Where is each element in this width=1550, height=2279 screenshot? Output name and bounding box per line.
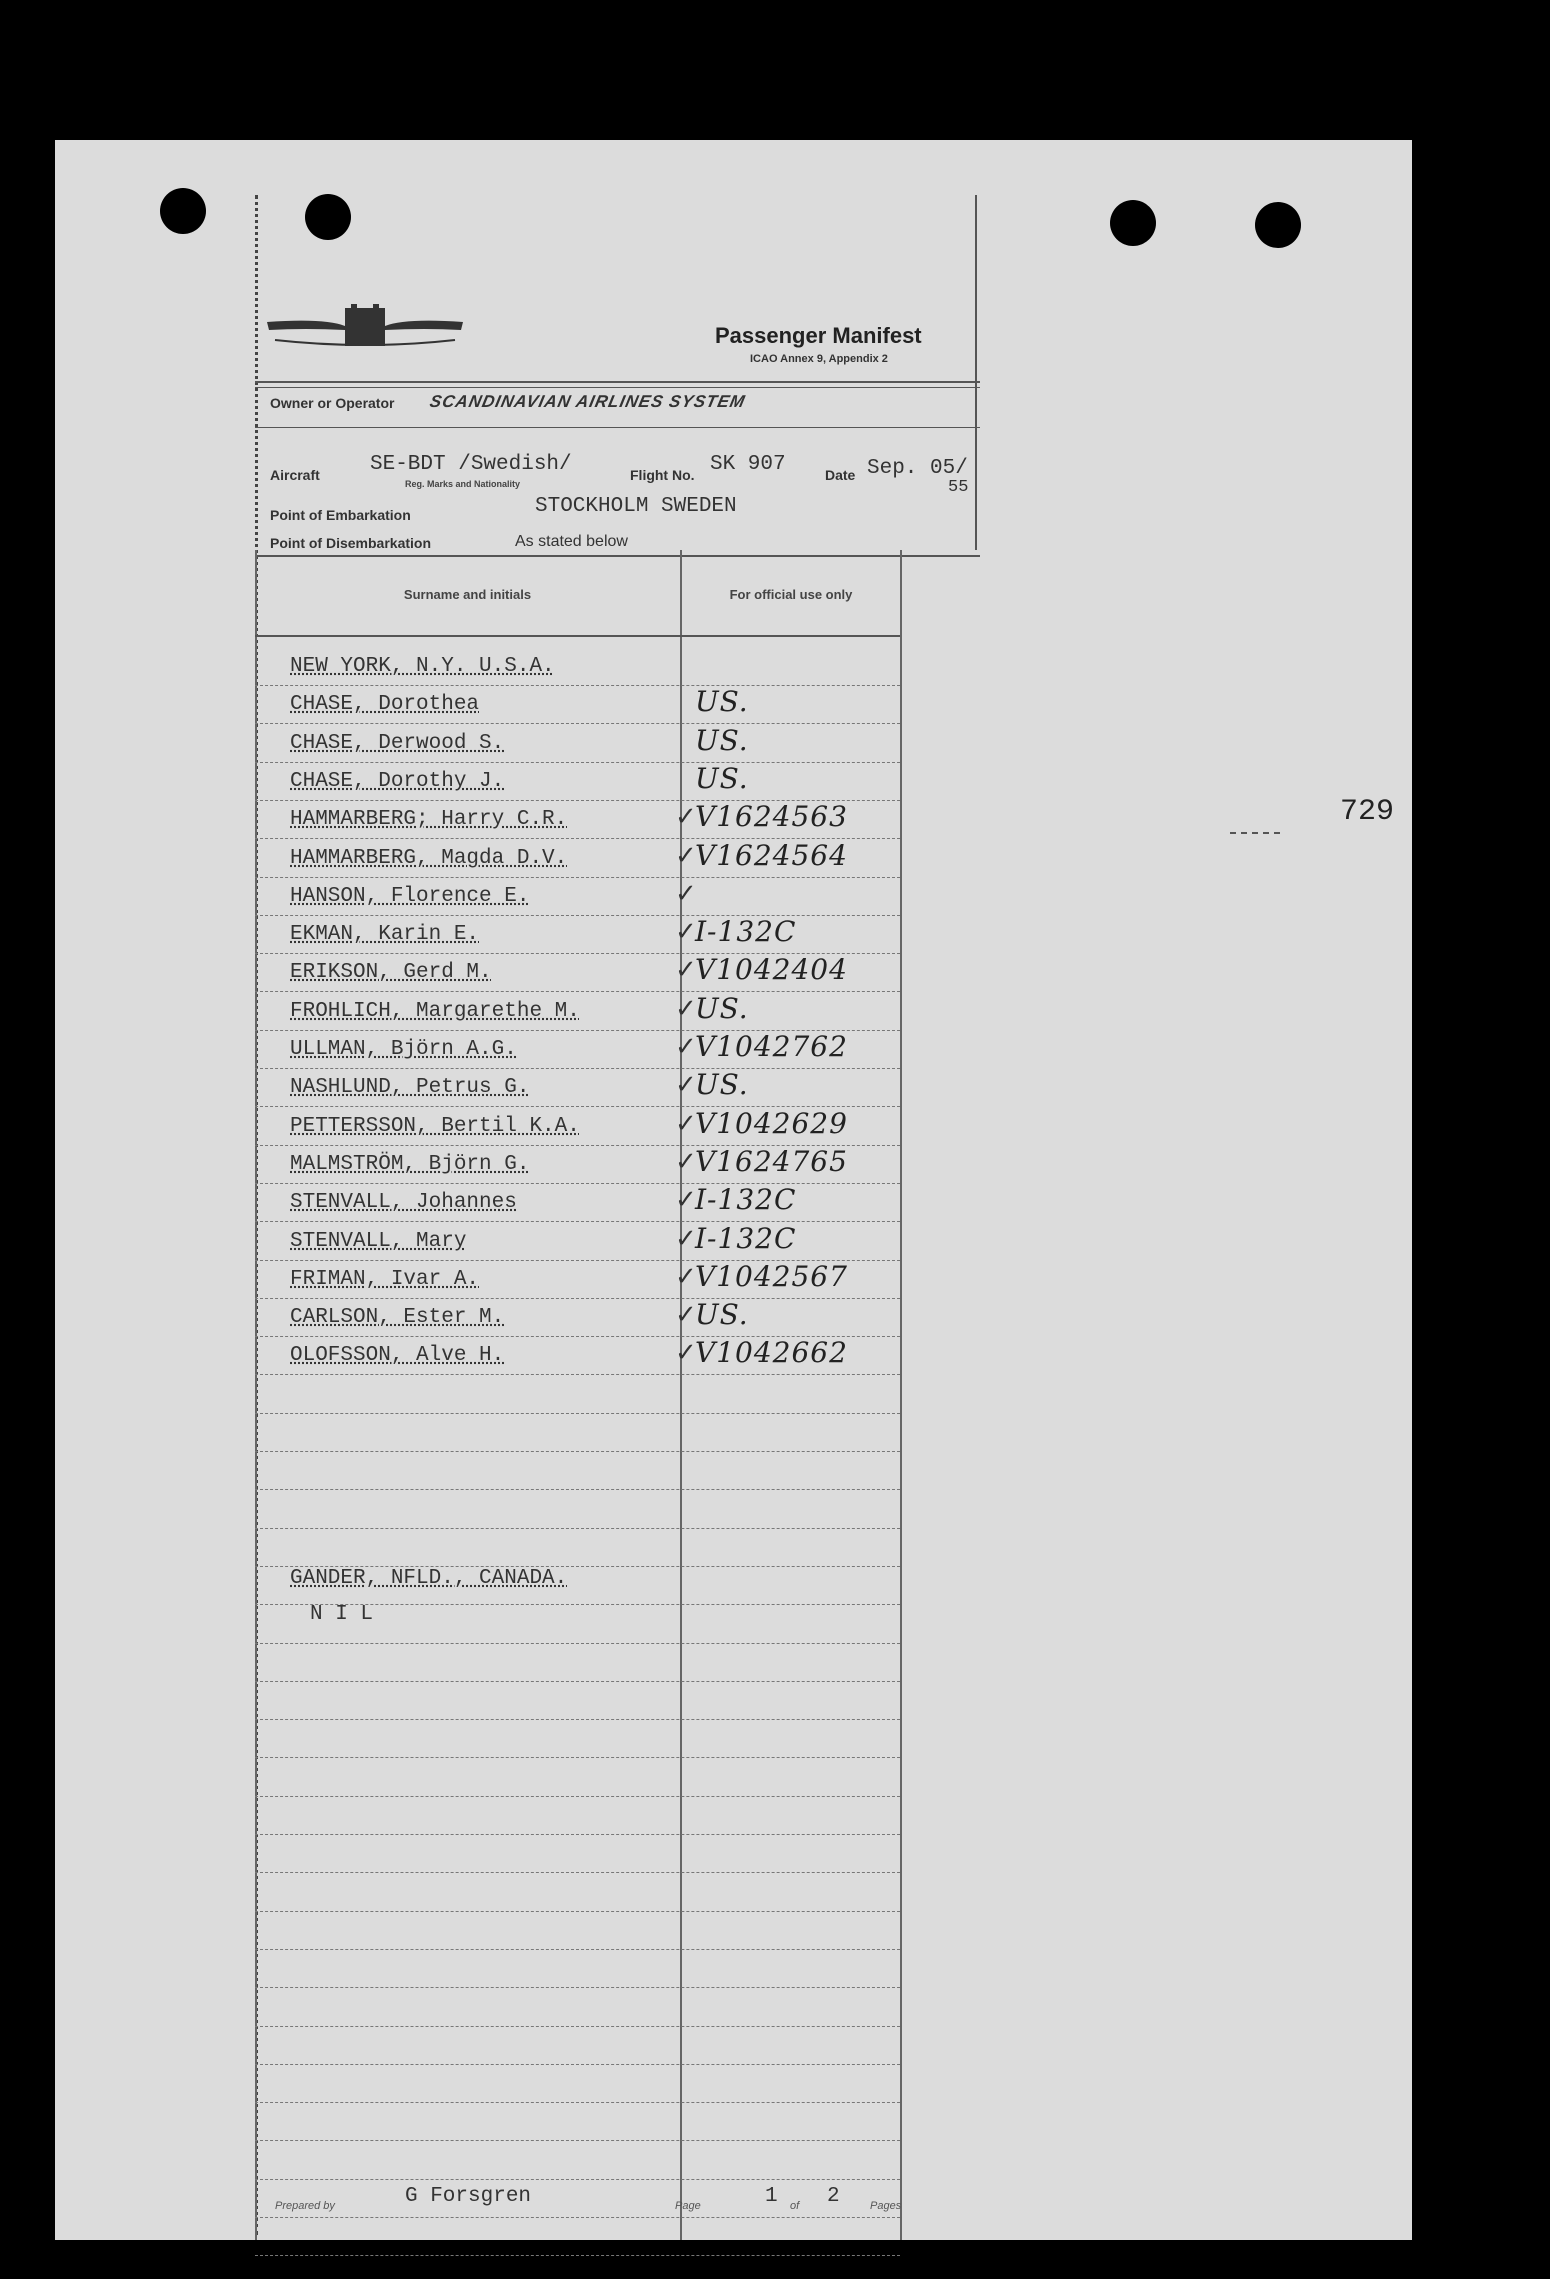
ruled-line [255,877,900,878]
owner-label: Owner or Operator [270,395,395,411]
ruled-line [255,1068,900,1069]
dash-mark [1230,832,1280,834]
aircraft-sub-label: Reg. Marks and Nationality [405,479,521,489]
check-mark-icon: ✓ [675,1032,697,1062]
passenger-name: NEW YORK, N.Y. U.S.A. [290,655,555,678]
passenger-name: FRIMAN, Ivar A. [290,1268,480,1291]
ruled-line [255,1757,900,1758]
passenger-name: ERIKSON, Gerd M. [290,961,492,984]
page-total: 2 [827,2185,840,2208]
official-annotation: V1042662 [695,1336,848,1369]
ruled-line [255,1834,900,1835]
column-header-official: For official use only [729,587,853,602]
passenger-name: EKMAN, Karin E. [290,923,480,946]
ruled-line [255,1298,900,1299]
check-mark-icon: ✓ [675,879,697,909]
check-mark-icon: ✓ [675,994,697,1024]
passenger-name: CARLSON, Ester M. [290,1306,505,1329]
ruled-line [255,2140,900,2141]
ruled-line [255,1451,900,1452]
check-mark-icon: ✓ [675,955,697,985]
passenger-name: NASHLUND, Petrus G. [290,1076,530,1099]
disembark-label: Point of Disembarkation [270,535,432,551]
ruled-line [255,2217,900,2218]
check-mark-icon: ✓ [675,1262,697,1292]
official-annotation: V1042404 [695,953,848,986]
date-label: Date [825,467,856,483]
check-mark-icon: ✓ [675,1300,697,1330]
form-subtitle: ICAO Annex 9, Appendix 2 [750,353,888,365]
check-mark-icon: ✓ [675,1147,697,1177]
official-annotation: US. [695,724,749,757]
official-annotation: I-132C [695,1183,797,1216]
passenger-name: STENVALL, Mary [290,1230,467,1253]
passenger-name: CHASE, Derwood S. [290,732,505,755]
date-year: 55 [948,478,969,497]
ruled-line [255,1183,900,1184]
flight-value: SK 907 [710,453,786,476]
ruled-line [255,1911,900,1912]
check-mark-icon: ✓ [675,1109,697,1139]
official-annotation: US. [695,1298,749,1331]
ruled-line [255,1374,900,1375]
passenger-name: ULLMAN, Björn A.G. [290,1038,517,1061]
airline-logo-icon [265,300,465,360]
aircraft-label: Aircraft [270,467,320,483]
check-mark-icon: ✓ [675,1338,697,1368]
passenger-name: HANSON, Florence E. [290,885,530,908]
passenger-name: HAMMARBERG, Magda D.V. [290,847,568,870]
official-annotation: I-132C [695,915,797,948]
ruled-line [255,2064,900,2065]
official-annotation: V1624564 [695,839,848,872]
punch-hole [160,188,206,234]
ruled-line [255,723,900,724]
gander-nil: N I L [310,1603,374,1626]
pages-label: Pages [870,2200,902,2212]
ruled-line [255,1221,900,1222]
ruled-line [255,2102,900,2103]
page-label: Page [675,2200,701,2212]
ruled-line [255,1719,900,1720]
official-annotation: US. [695,992,749,1025]
ruled-line [255,2255,900,2256]
date-value: Sep. 05/ [867,457,968,480]
prepared-by-label: Prepared by [275,2200,335,2212]
ruled-line [255,685,900,686]
punch-hole [1255,202,1301,248]
check-mark-icon: ✓ [675,841,697,871]
official-annotation: V1042762 [695,1030,848,1063]
passenger-name: PETTERSSON, Bertil K.A. [290,1115,580,1138]
of-label: of [790,2200,800,2212]
form-title: Passenger Manifest [715,323,922,348]
ruled-line [255,1528,900,1529]
official-annotation: US. [695,1068,749,1101]
official-annotation: V1042567 [695,1260,848,1293]
ruled-line [255,1413,900,1414]
passenger-name: HAMMARBERG; Harry C.R. [290,808,568,831]
archive-number: 729 [1340,795,1395,829]
passenger-name: CHASE, Dorothy J. [290,770,505,793]
ruled-line [255,2026,900,2027]
ruled-line [255,1987,900,1988]
embark-value: STOCKHOLM SWEDEN [535,495,737,518]
official-annotation: I-132C [695,1222,797,1255]
check-mark-icon: ✓ [675,1224,697,1254]
ruled-line [255,1872,900,1873]
owner-value: SCANDINAVIAN AIRLINES SYSTEM [428,392,748,411]
official-annotation: US. [695,685,749,718]
ruled-line [255,1681,900,1682]
disembark-value: As stated below [515,533,628,550]
passenger-name: MALMSTRÖM, Björn G. [290,1153,530,1176]
prepared-by-value: G Forsgren [405,2185,532,2208]
ruled-line [255,1949,900,1950]
gander-heading: GANDER, NFLD., CANADA. [290,1567,568,1590]
manifest-form [255,195,980,2235]
check-mark-icon: ✓ [675,1070,697,1100]
aircraft-value: SE-BDT /Swedish/ [370,453,572,476]
ruled-line [255,1489,900,1490]
column-header-surname: Surname and initials [403,587,532,602]
punch-hole [1110,200,1156,246]
official-annotation: V1042629 [695,1107,848,1140]
ruled-line [255,1643,900,1644]
official-annotation: V1624765 [695,1145,848,1178]
check-mark-icon: ✓ [675,917,697,947]
passenger-name: STENVALL, Johannes [290,1191,517,1214]
passenger-name: CHASE, Dorothea [290,693,480,716]
embark-label: Point of Embarkation [270,507,411,523]
check-mark-icon: ✓ [675,1185,697,1215]
ruled-line [255,2179,900,2180]
ruled-line [255,915,900,916]
passenger-name: FROHLICH, Margarethe M. [290,1000,580,1023]
ruled-line [255,1796,900,1797]
page-number: 1 [765,2185,778,2208]
check-mark-icon: ✓ [675,802,697,832]
official-annotation: V1624563 [695,800,848,833]
official-annotation: US. [695,762,749,795]
ruled-line [255,991,900,992]
flight-label: Flight No. [630,467,695,483]
ruled-line [255,762,900,763]
passenger-name: OLOFSSON, Alve H. [290,1344,505,1367]
